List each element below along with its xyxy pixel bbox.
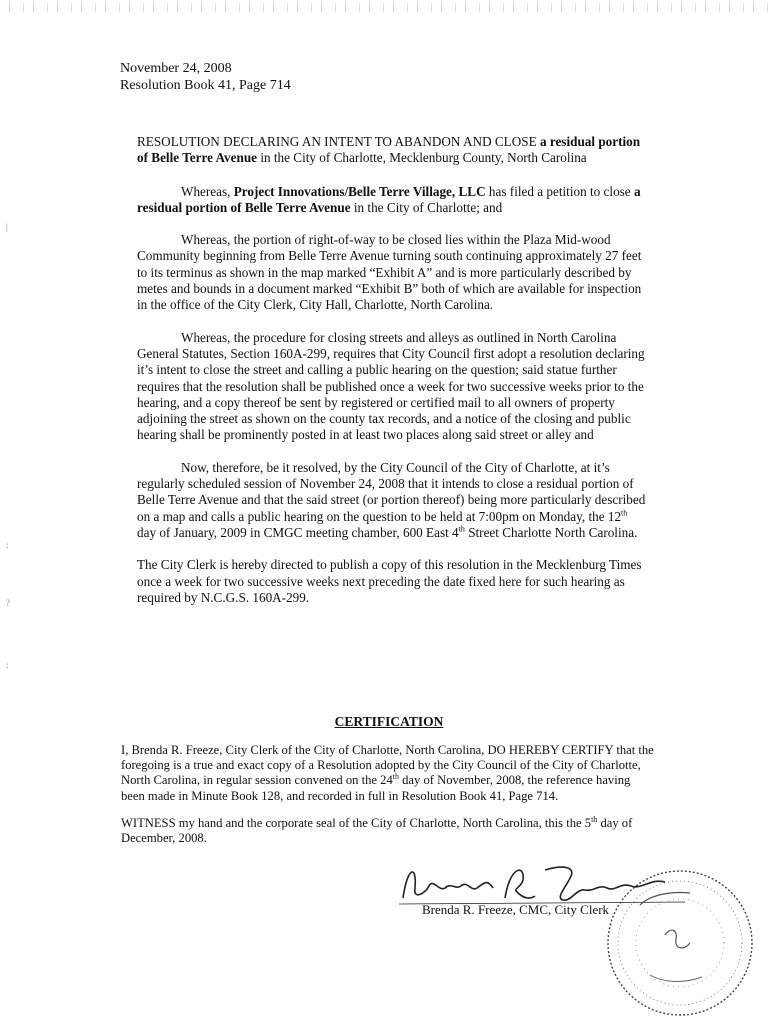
street-name: a residual portion of Belle Terre Avenue bbox=[137, 183, 641, 215]
petitioner-name: Project Innovations/Belle Terre Village, LLC bbox=[233, 183, 486, 199]
witness-statement bbox=[121, 816, 657, 846]
corporate-seal bbox=[580, 855, 770, 1020]
title-bold: a residual portion of Belle Terre Avenue bbox=[137, 134, 641, 166]
text-span: day of January, 2009 in CMGC meeting chamber, 600 East 4 bbox=[137, 524, 459, 540]
text-span: in the City of Charlotte; and bbox=[350, 199, 503, 215]
text-span: day of December, 2008. bbox=[121, 815, 633, 846]
text-span: Now, therefore, be it resolved, by the City Council of the City of Charlotte, at it’s regularly scheduled session of November 24, 2008 that it intends to close a residual portion of Belle Terre Avenue and that the said street (or portion thereof) being more particularly described on a map and calls a public hearing on the question to be held at 7:00pm on Monday, the 12 bbox=[137, 459, 646, 524]
paragraph-location: Whereas, the portion of right-of-way to be closed lies within the Plaza Mid-wood Community beginning from Belle Terre Avenue turning south continuing approximately 27 feet to its terminus as shown in the map marked “Exhibit A” and is more particularly described by metes and bounds in a document marked “Exhibit B” both of which are available for inspection in the office of the City Clerk, City Hall, Charlotte, North Carolina. bbox=[137, 232, 642, 313]
paragraph-publication: The City Clerk is hereby directed to publish a copy of this resolution in the Mecklenburg Times once a week for two successive weeks next preceding the date fixed here for such hearing as required by N.C.G.S. 160A-299. bbox=[137, 557, 642, 605]
scan-noise bbox=[0, 2, 770, 12]
resolution-body bbox=[137, 134, 647, 622]
document-header bbox=[120, 60, 291, 94]
title-end: in the City of Charlotte, Mecklenburg County, North Carolina bbox=[257, 150, 587, 166]
margin-mark: : bbox=[6, 540, 9, 550]
header-date: November 24, 2008 bbox=[120, 61, 232, 76]
paragraph-resolved bbox=[137, 460, 647, 541]
ordinal-suffix: th bbox=[458, 524, 465, 534]
certification-body bbox=[121, 743, 657, 858]
ordinal-suffix: th bbox=[591, 814, 598, 824]
margin-mark: | bbox=[6, 222, 8, 232]
paragraph-procedure: Whereas, the procedure for closing streets and alleys as outlined in North Carolina General Statutes, Section 160A-299, requires that City Council first adopt a resolution declaring it’s intent to close the street and calling a public hearing on the question; said statue further requires that the resolution shall be published once a week for two successive weeks prior to the hearing, and a copy thereof be sent by registered or certified mail to all owners of property adjoining the street as shown on the county tax records, and a notice of the closing and public hearing shall be prominently posted in at least two places along said street or alley and bbox=[137, 329, 645, 443]
margin-mark: : bbox=[6, 660, 9, 670]
ordinal-suffix: th bbox=[621, 508, 628, 518]
certification-heading: CERTIFICATION bbox=[334, 714, 444, 729]
text-span: I, Brenda R. Freeze, City Clerk of the City of Charlotte, North Carolina, DO HEREBY CERTIFY that the foregoing is a true and exact copy of a Resolution adopted by the City Council of the City of Charlotte, North Carolina, in regular session convened on the 24 bbox=[121, 743, 654, 788]
certification-statement bbox=[121, 743, 657, 804]
text-span: Whereas, bbox=[181, 183, 234, 199]
margin-mark: ? bbox=[6, 598, 10, 608]
ordinal-suffix: th bbox=[392, 772, 399, 782]
header-book-ref: Resolution Book 41, Page 714 bbox=[120, 78, 291, 93]
text-span: has filed a petition to close bbox=[485, 183, 634, 199]
signer-name: Brenda R. Freeze, CMC, City Clerk bbox=[422, 902, 610, 917]
paragraph-petition bbox=[137, 184, 647, 217]
text-span: Street Charlotte North Carolina. bbox=[464, 524, 638, 540]
text-span: WITNESS my hand and the corporate seal of the City of Charlotte, North Carolina, this the 5 bbox=[121, 815, 592, 830]
text-span: day of November, 2008, the reference having been made in Minute Book 128, and recorded in full in Resolution Book 41, Page 714. bbox=[121, 773, 631, 803]
title-plain: RESOLUTION DECLARING AN INTENT TO ABANDON AND CLOSE bbox=[137, 134, 540, 149]
resolution-title bbox=[137, 134, 647, 167]
